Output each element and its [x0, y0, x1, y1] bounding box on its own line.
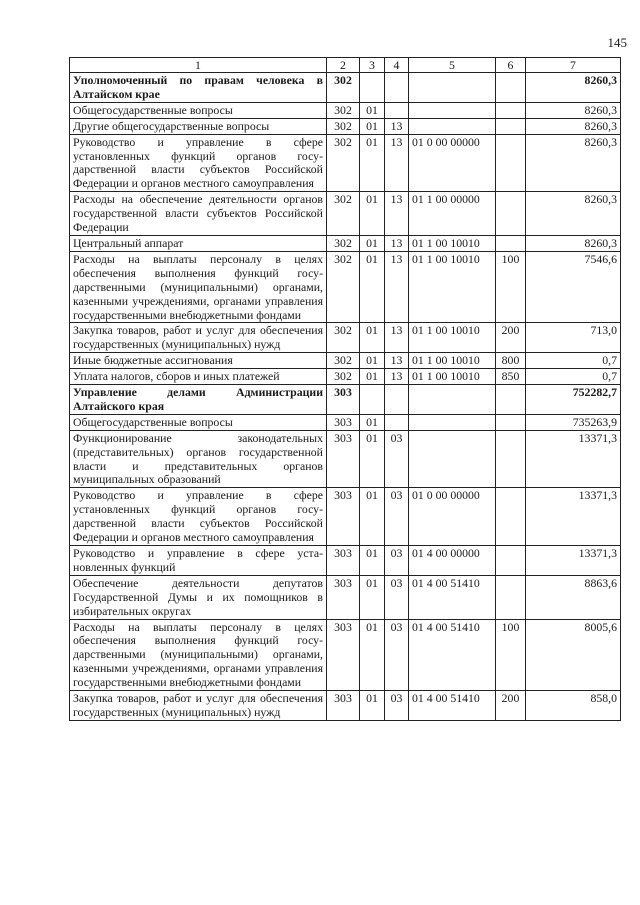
row-section-code: 01 — [360, 192, 385, 236]
row-subsection-code: 13 — [385, 118, 409, 134]
row-target-code: 01 0 00 00000 — [409, 488, 496, 546]
row-subsection-code: 03 — [385, 546, 409, 576]
row-name: Общегосударственные вопросы — [70, 102, 327, 118]
row-target-code — [409, 118, 496, 134]
row-amount: 8863,6 — [526, 575, 621, 619]
row-name: Обеспечение деятельности депутатов Государственной Думы и их помощников в избирательных округах — [70, 575, 327, 619]
row-amount: 0,7 — [526, 369, 621, 385]
page-number: 145 — [607, 35, 627, 50]
row-amount: 8260,3 — [526, 235, 621, 251]
table-row — [70, 414, 621, 430]
row-expense-type: 800 — [496, 353, 526, 369]
row-name: Закупка товаров, работ и услуг для обеспечения государственных (муниципальных) нужд — [70, 691, 327, 721]
row-ministry-code: 303 — [327, 575, 360, 619]
row-ministry-code: 303 — [327, 414, 360, 430]
row-section-code: 01 — [360, 488, 385, 546]
table-row — [70, 430, 621, 488]
row-amount: 7546,6 — [526, 251, 621, 323]
row-ministry-code: 303 — [327, 691, 360, 721]
row-section-code: 01 — [360, 134, 385, 192]
column-header-3: 3 — [360, 58, 385, 73]
row-amount: 735263,9 — [526, 414, 621, 430]
row-target-code — [409, 102, 496, 118]
column-header-4: 4 — [385, 58, 409, 73]
table-row — [70, 488, 621, 546]
row-section-code: 01 — [360, 430, 385, 488]
row-expense-type — [496, 235, 526, 251]
table-row — [70, 323, 621, 353]
row-ministry-code: 302 — [327, 73, 360, 103]
row-subsection-code: 13 — [385, 134, 409, 192]
row-name: Расходы на обеспечение деятельности органов государственной власти субъектов Российской Федерации — [70, 192, 327, 236]
row-target-code: 01 1 00 10010 — [409, 353, 496, 369]
row-subsection-code: 03 — [385, 488, 409, 546]
row-ministry-code: 303 — [327, 430, 360, 488]
row-name: Расходы на выплаты персоналу в целях обеспечения выполнения функций государственными (муниципальными) органами, казенными учреждениями, органами управления государственными внебюджетными фондами — [70, 251, 327, 323]
row-amount: 8260,3 — [526, 192, 621, 236]
table-row — [70, 691, 621, 721]
row-name: Центральный аппарат — [70, 235, 327, 251]
row-target-code: 01 1 00 10010 — [409, 323, 496, 353]
row-ministry-code: 302 — [327, 323, 360, 353]
row-section-code: 01 — [360, 619, 385, 691]
row-expense-type — [496, 488, 526, 546]
row-section-code — [360, 73, 385, 103]
row-ministry-code: 303 — [327, 385, 360, 415]
row-name: Другие общегосударственные вопросы — [70, 118, 327, 134]
row-expense-type — [496, 134, 526, 192]
row-target-code: 01 4 00 51410 — [409, 575, 496, 619]
row-ministry-code: 302 — [327, 118, 360, 134]
row-ministry-code: 302 — [327, 102, 360, 118]
row-ministry-code: 302 — [327, 134, 360, 192]
row-section-code: 01 — [360, 102, 385, 118]
column-header-5: 5 — [409, 58, 496, 73]
row-expense-type: 100 — [496, 251, 526, 323]
row-subsection-code — [385, 414, 409, 430]
row-subsection-code: 13 — [385, 192, 409, 236]
row-target-code: 01 4 00 51410 — [409, 619, 496, 691]
table-header-row — [70, 58, 621, 73]
table-row — [70, 385, 621, 415]
row-section-code: 01 — [360, 691, 385, 721]
row-expense-type: 200 — [496, 323, 526, 353]
row-expense-type — [496, 385, 526, 415]
row-expense-type — [496, 575, 526, 619]
row-target-code: 01 0 00 00000 — [409, 134, 496, 192]
row-expense-type — [496, 118, 526, 134]
row-target-code: 01 1 00 10010 — [409, 369, 496, 385]
row-ministry-code: 302 — [327, 369, 360, 385]
row-amount: 8260,3 — [526, 73, 621, 103]
table-row — [70, 235, 621, 251]
row-name: Функционирование законодательных (представительных) органов государственной власти и представительных органов муниципальных образований — [70, 430, 327, 488]
row-subsection-code — [385, 102, 409, 118]
row-expense-type: 850 — [496, 369, 526, 385]
row-name: Уплата налогов, сборов и иных платежей — [70, 369, 327, 385]
row-name: Руководство и управление в сфере установленных функций органов государственной власти субъектов Российской Федерации и органов местного самоуправления — [70, 134, 327, 192]
table-row — [70, 134, 621, 192]
row-name: Закупка товаров, работ и услуг для обеспечения государственных (муниципальных) нужд — [70, 323, 327, 353]
row-subsection-code: 03 — [385, 575, 409, 619]
row-subsection-code: 03 — [385, 691, 409, 721]
row-section-code: 01 — [360, 353, 385, 369]
row-target-code: 01 1 00 10010 — [409, 235, 496, 251]
row-name: Уполномоченный по правам человека в Алтайском крае — [70, 73, 327, 103]
row-target-code — [409, 73, 496, 103]
row-expense-type — [496, 546, 526, 576]
column-header-6: 6 — [496, 58, 526, 73]
column-header-2: 2 — [327, 58, 360, 73]
table-row — [70, 102, 621, 118]
row-ministry-code: 302 — [327, 353, 360, 369]
table-row — [70, 575, 621, 619]
table-row — [70, 118, 621, 134]
table-row — [70, 251, 621, 323]
column-header-1: 1 — [70, 58, 327, 73]
row-ministry-code: 302 — [327, 192, 360, 236]
row-amount: 13371,3 — [526, 488, 621, 546]
row-section-code: 01 — [360, 575, 385, 619]
row-section-code: 01 — [360, 546, 385, 576]
row-expense-type — [496, 73, 526, 103]
row-subsection-code: 13 — [385, 353, 409, 369]
row-ministry-code: 302 — [327, 251, 360, 323]
row-amount: 13371,3 — [526, 430, 621, 488]
row-target-code: 01 1 00 10010 — [409, 251, 496, 323]
row-amount: 858,0 — [526, 691, 621, 721]
table-row — [70, 619, 621, 691]
row-target-code: 01 1 00 00000 — [409, 192, 496, 236]
row-section-code: 01 — [360, 323, 385, 353]
row-amount: 752282,7 — [526, 385, 621, 415]
row-subsection-code: 03 — [385, 430, 409, 488]
row-subsection-code: 13 — [385, 251, 409, 323]
row-expense-type — [496, 430, 526, 488]
row-amount: 8005,6 — [526, 619, 621, 691]
row-ministry-code: 302 — [327, 235, 360, 251]
row-name: Руководство и управление в сфере установленных функций — [70, 546, 327, 576]
table-row — [70, 546, 621, 576]
table-row — [70, 73, 621, 103]
row-expense-type: 200 — [496, 691, 526, 721]
row-amount: 713,0 — [526, 323, 621, 353]
row-subsection-code — [385, 385, 409, 415]
table-row — [70, 369, 621, 385]
row-subsection-code: 03 — [385, 619, 409, 691]
row-target-code — [409, 385, 496, 415]
row-expense-type: 100 — [496, 619, 526, 691]
table-row — [70, 192, 621, 236]
row-section-code: 01 — [360, 414, 385, 430]
row-name: Общегосударственные вопросы — [70, 414, 327, 430]
row-amount: 8260,3 — [526, 134, 621, 192]
budget-table — [69, 57, 621, 721]
row-amount: 8260,3 — [526, 102, 621, 118]
row-amount: 0,7 — [526, 353, 621, 369]
row-section-code — [360, 385, 385, 415]
row-subsection-code: 13 — [385, 369, 409, 385]
row-section-code: 01 — [360, 235, 385, 251]
row-name: Управление делами Администрации Алтайского края — [70, 385, 327, 415]
row-ministry-code: 303 — [327, 488, 360, 546]
row-subsection-code: 13 — [385, 323, 409, 353]
row-subsection-code: 13 — [385, 235, 409, 251]
row-section-code: 01 — [360, 369, 385, 385]
table-row — [70, 353, 621, 369]
row-ministry-code: 303 — [327, 546, 360, 576]
row-target-code: 01 4 00 00000 — [409, 546, 496, 576]
column-header-7: 7 — [526, 58, 621, 73]
row-name: Иные бюджетные ассигнования — [70, 353, 327, 369]
row-name: Расходы на выплаты персоналу в целях обеспечения выполнения функций государственными (муниципальными) органами, казенными учреждениями, органами управления государственными внебюджетными фондами — [70, 619, 327, 691]
row-name: Руководство и управление в сфере установленных функций органов государственной власти субъектов Российской Федерации и органов местного самоуправления — [70, 488, 327, 546]
row-subsection-code — [385, 73, 409, 103]
row-expense-type — [496, 414, 526, 430]
row-target-code — [409, 430, 496, 488]
row-ministry-code: 303 — [327, 619, 360, 691]
row-expense-type — [496, 102, 526, 118]
row-section-code: 01 — [360, 118, 385, 134]
row-section-code: 01 — [360, 251, 385, 323]
row-target-code — [409, 414, 496, 430]
row-amount: 8260,3 — [526, 118, 621, 134]
row-amount: 13371,3 — [526, 546, 621, 576]
row-expense-type — [496, 192, 526, 236]
row-target-code: 01 4 00 51410 — [409, 691, 496, 721]
